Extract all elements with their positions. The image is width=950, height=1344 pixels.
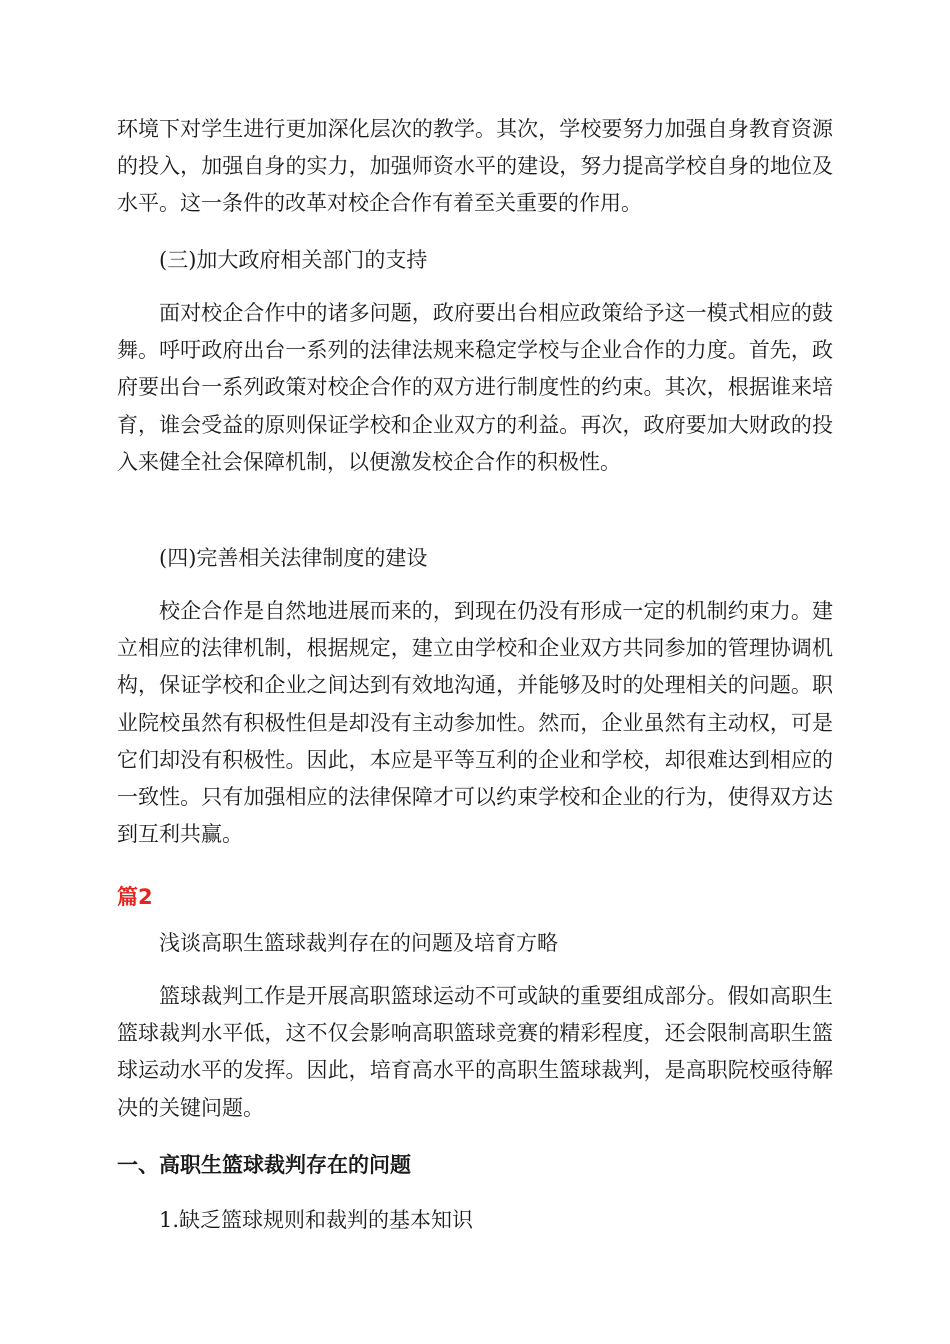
subheading-legal-system: (四)完善相关法律制度的建设: [159, 546, 428, 570]
article-title: 浅谈高职生篮球裁判存在的问题及培育方略: [159, 931, 558, 955]
subheading-lack-of-knowledge: 1.缺乏篮球规则和裁判的基本知识: [159, 1208, 474, 1232]
heading-referee-problems: 一、高职生篮球裁判存在的问题: [117, 1153, 411, 1177]
subheading-government-support: (三)加大政府相关部门的支持: [159, 248, 428, 272]
section-label: 篇2: [117, 885, 153, 909]
paragraph-school-resources: 环境下对学生进行更加深化层次的教学。其次，学校要努力加强自身教育资源的投入，加强自身的实力，加强师资水平的建设，努力提高学校自身的地位及水平。这一条件的改革对校企合作有着至关重要的作用。: [117, 117, 833, 216]
paragraph-government-policy: 面对校企合作中的诸多问题，政府要出台相应政策给予这一模式相应的鼓舞。呼吁政府出台一系列的法律法规来稳定学校与企业合作的力度。首先，政府要出台一系列政策对校企合作的双方进行制度性的约束。其次，根据谁来培育，谁会受益的原则保证学校和企业双方的利益。再次，政府要加大财政的投入来健全社会保障机制，以便激发校企合作的积极性。: [117, 301, 833, 474]
paragraph-legal-mechanism: 校企合作是自然地进展而来的，到现在仍没有形成一定的机制约束力。建立相应的法律机制，根据规定，建立由学校和企业双方共同参加的管理协调机构，保证学校和企业之间达到有效地沟通，并能够及时的处理相关的问题。职业院校虽然有积极性但是却没有主动参加性。然而，企业虽然有主动权，可是它们却没有积极性。因此，本应是平等互利的企业和学校，却很难达到相应的一致性。只有加强相应的法律保障才可以约束学校和企业的行为，使得双方达到互利共赢。: [117, 599, 833, 847]
paragraph-referee-intro: 篮球裁判工作是开展高职篮球运动不可或缺的重要组成部分。假如高职生篮球裁判水平低，这不仅会影响高职篮球竞赛的精彩程度，还会限制高职生篮球运动水平的发挥。因此，培育高水平的高职生篮球裁判，是高职院校亟待解决的关键问题。: [117, 984, 833, 1120]
